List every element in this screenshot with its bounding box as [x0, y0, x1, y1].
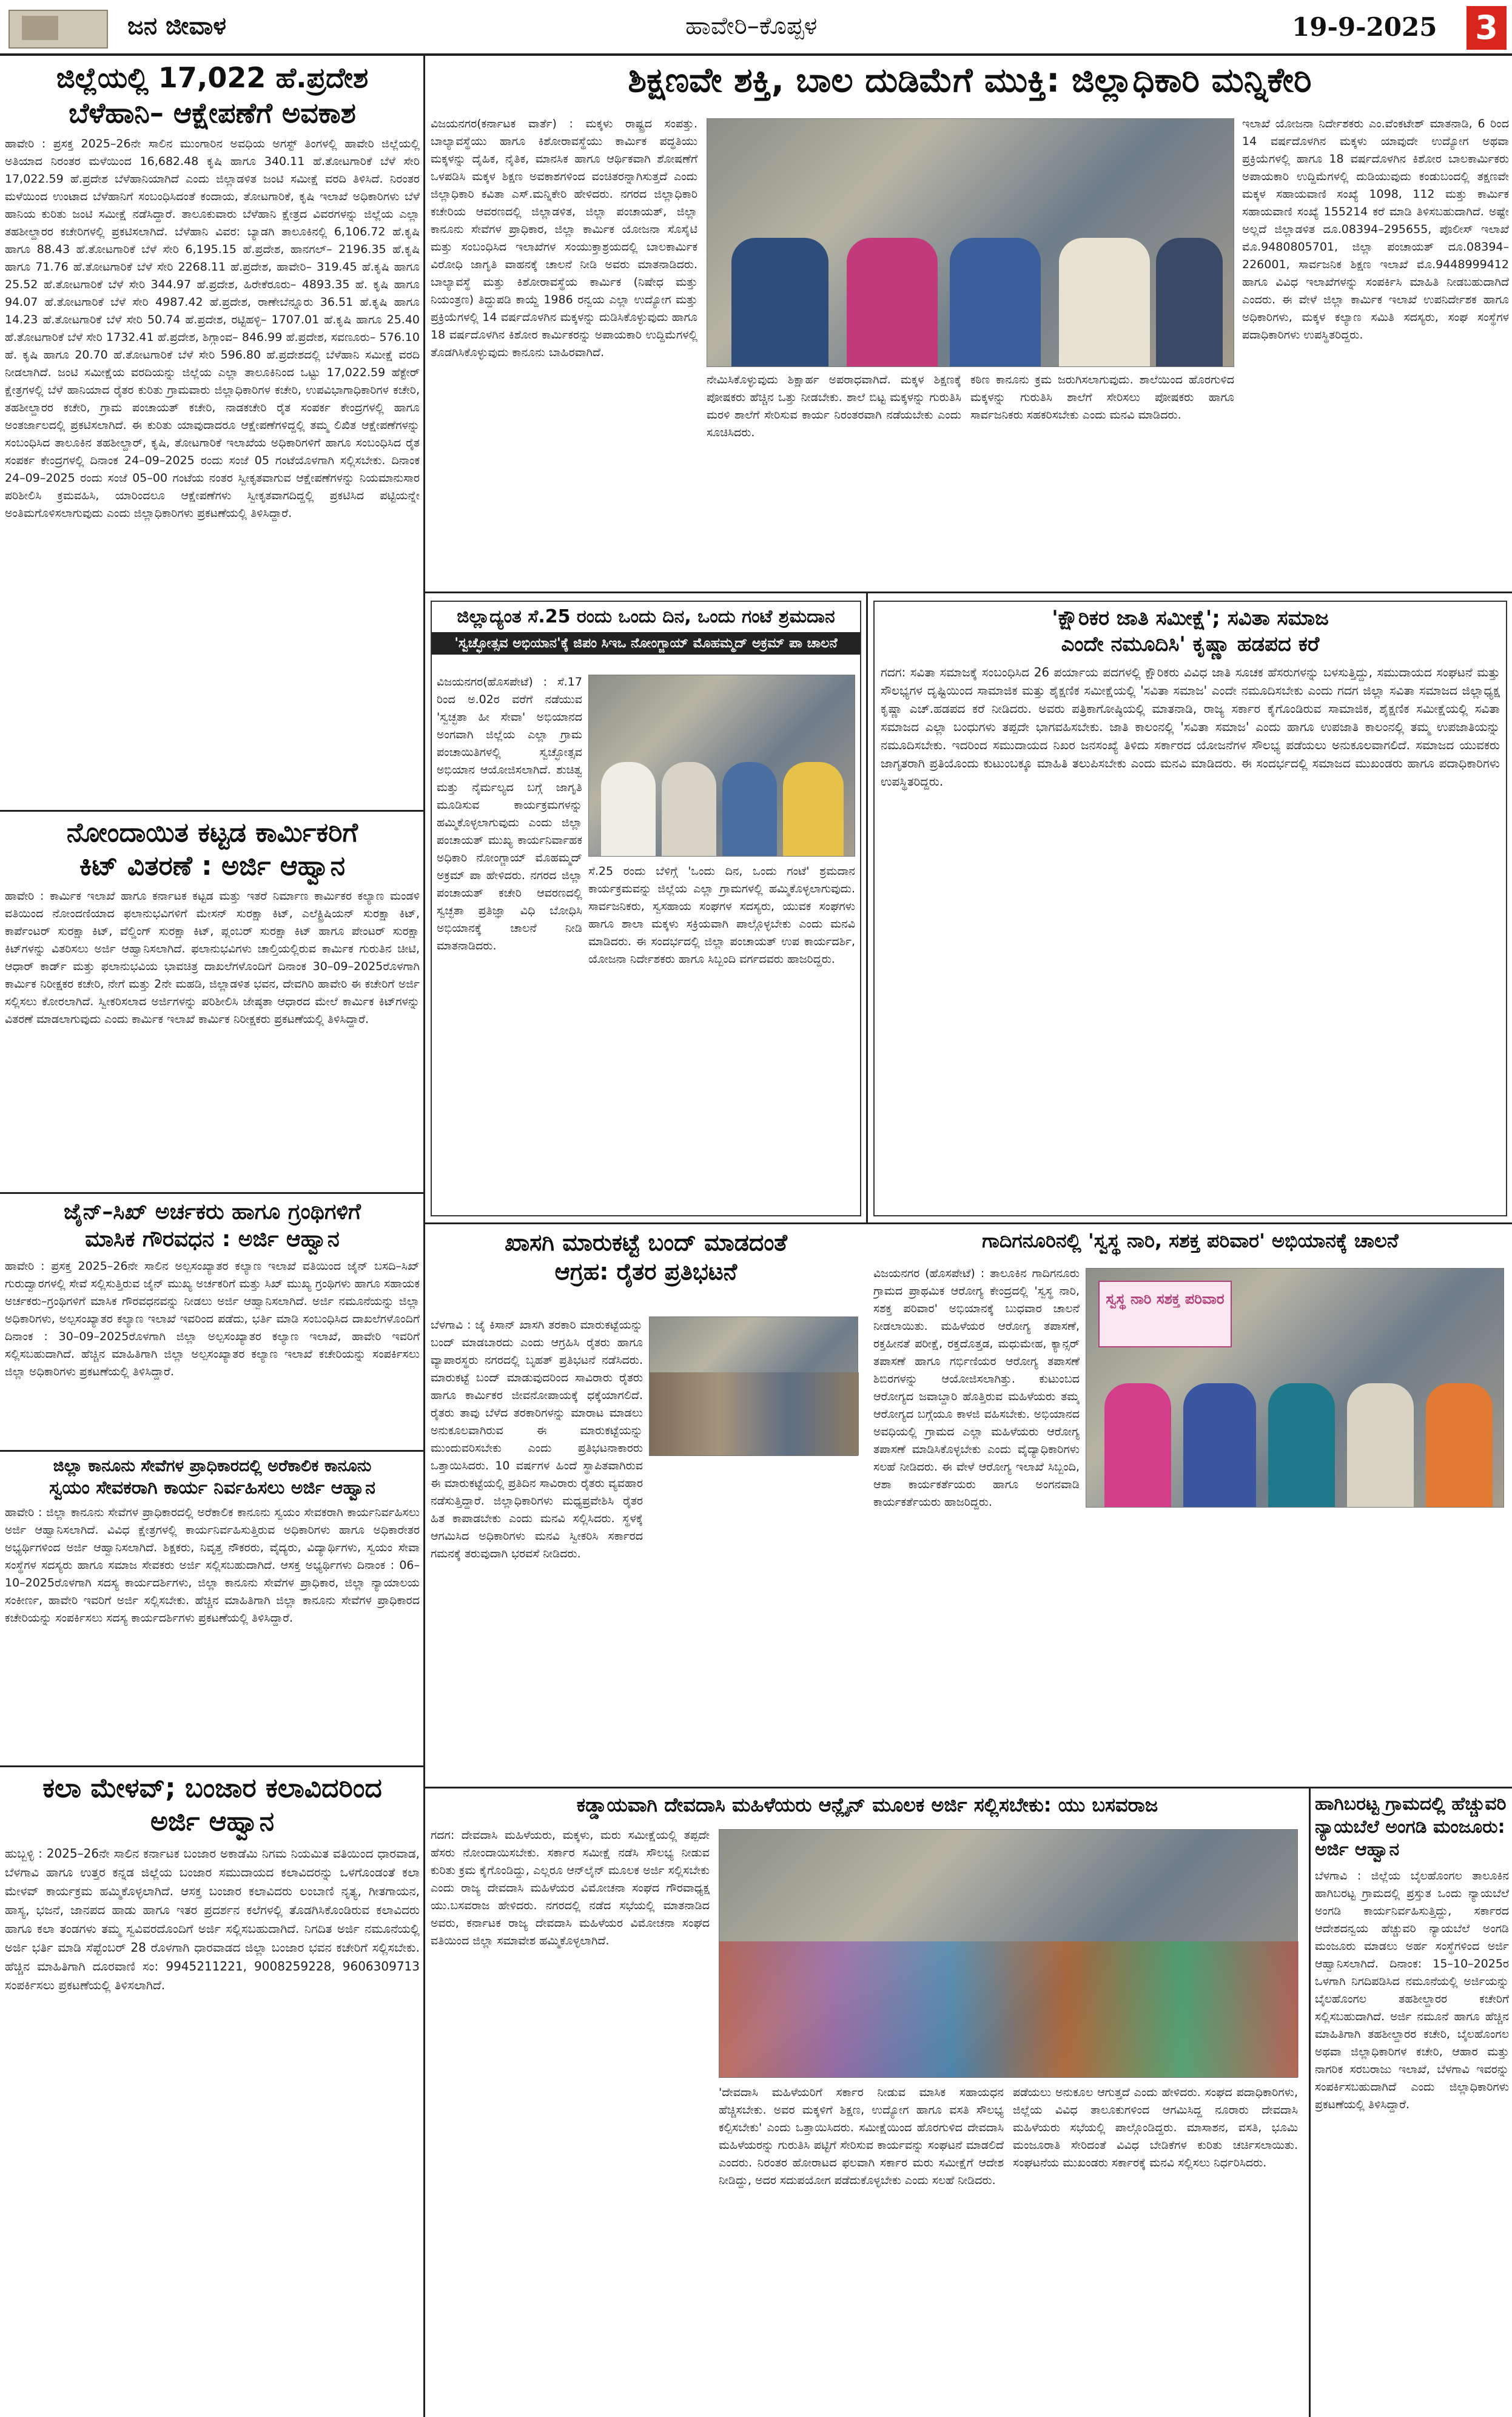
subheadline: 'ಸ್ವಚ್ಛೋತ್ಸವ ಅಭಿಯಾನ'ಕ್ಕೆ ಜಿಪಂ ಸಿಇಒ ನೋಂಗ್ಜಾಯ್ ಮೊಹಮ್ಮದ್ ಅಕ್ರಮ್ ಪಾ ಚಾಲನೆ: [432, 632, 860, 655]
headline: ಖಾಸಗಿ ಮಾರುಕಟ್ಟೆ ಬಂದ್ ಮಾಡದಂತೆ: [505, 1229, 787, 1256]
section-rule: [0, 1450, 423, 1452]
article-body: ಸೆ.25 ರಂದು ಬೆಳಿಗ್ಗೆ 'ಒಂದು ದಿನ, ಒಂದು ಗಂಟೆ' ಶ್ರಮದಾನ ಕಾರ್ಯಕ್ರಮವನ್ನು ಜಿಲ್ಲೆಯ ಎಲ್ಲಾ ಗ್ರಾಮಗಳಲ್ಲಿ ಹಮ್ಮಿಕೊಳ್ಳಲಾಗುವುದು. ಸಾರ್ವಜನಿಕರು, ಸ್ವಸಹಾಯ ಸಂಘಗಳ ಸದಸ್ಯರು, ಯುವಕ ಸಂಘಗಳು ಹಾಗೂ ಶಾಲಾ ಮಕ್ಕಳು ಸಕ್ರಿಯವಾಗಿ ಪಾಲ್ಗೊಳ್ಳಬೇಕು ಎಂದು ಮನವಿ ಮಾಡಿದರು. ಈ ಸಂದರ್ಭದಲ್ಲಿ ಜಿಲ್ಲಾ ಪಂಚಾಯತ್ ಉಪ ಕಾರ್ಯದರ್ಶಿ, ಯೋಜನಾ ನಿರ್ದೇಶಕರು ಹಾಗೂ ಸಿಬ್ಬಂದಿ ವರ್ಗದವರು ಹಾಜರಿದ್ದರು.: [588, 865, 855, 966]
headline: ಜಿಲ್ಲಾ ಕಾನೂನು ಸೇವೆಗಳ ಪ್ರಾಧಿಕಾರದಲ್ಲಿ ಅರೆಕಾಲಿಕ ಕಾನೂನು: [53, 1457, 372, 1475]
article-body: ಬೆಳಗಾವಿ : ಜೈ ಕಿಸಾನ್ ಖಾಸಗಿ ತರಕಾರಿ ಮಾರುಕಟ್ಟೆಯನ್ನು ಬಂದ್ ಮಾಡಬಾರದು ಎಂದು ಆಗ್ರಹಿಸಿ ರೈತರು ಹಾಗೂ ವ್ಯಾಪಾರಸ್ಥರು ನಗರದಲ್ಲಿ ಬೃಹತ್ ಪ್ರತಿಭಟನೆ ನಡೆಸಿದರು. ಮಾರುಕಟ್ಟೆ ಬಂದ್ ಮಾಡುವುದರಿಂದ ಸಾವಿರಾರು ರೈತರು ಹಾಗೂ ಕಾರ್ಮಿಕರ ಜೀವನೋಪಾಯಕ್ಕೆ ಧಕ್ಕೆಯಾಗಲಿದೆ. ರೈತರು ತಾವು ಬೆಳೆದ ತರಕಾರಿಗಳನ್ನು ಮಾರಾಟ ಮಾಡಲು ಅನುಕೂಲವಾಗಿರುವ ಈ ಮಾರುಕಟ್ಟೆಯನ್ನು ಮುಂದುವರಿಸಬೇಕು ಎಂದು ಪ್ರತಿಭಟನಾಕಾರರು ಒತ್ತಾಯಿಸಿದರು. 10 ವರ್ಷಗಳ ಹಿಂದೆ ಸ್ಥಾಪಿತವಾಗಿರುವ ಈ ಮಾರುಕಟ್ಟೆಯಲ್ಲಿ ಪ್ರತಿದಿನ ಸಾವಿರಾರು ರೈತರು ವ್ಯವಹಾರ ನಡೆಸುತ್ತಿದ್ದಾರೆ. ಜಿಲ್ಲಾಧಿಕಾರಿಗಳು ಮಧ್ಯಪ್ರವೇಶಿಸಿ ರೈತರ ಹಿತ ಕಾಪಾಡಬೇಕು ಎಂದು ಮನವಿ ಸಲ್ಲಿಸಿದರು. ಸ್ಥಳಕ್ಕೆ ಆಗಮಿಸಿದ ಅಧಿಕಾರಿಗಳು ಮನವಿ ಸ್ವೀಕರಿಸಿ ಸರ್ಕಾರದ ಗಮನಕ್ಕೆ ತರುವುದಾಗಿ ಭರವಸೆ ನೀಡಿದರು.: [431, 1318, 643, 1560]
article-body: ವಿಜಯನಗರ(ಹೊಸಪೇಟೆ) : ಸೆ.17 ರಿಂದ ಅ.02ರ ವರೆಗೆ ನಡೆಯುವ 'ಸ್ವಚ್ಛತಾ ಹೀ ಸೇವಾ' ಅಭಿಯಾನದ ಅಂಗವಾಗಿ ಜಿಲ್ಲೆಯ ಎಲ್ಲಾ ಗ್ರಾಮ ಪಂಚಾಯಿತಿಗಳಲ್ಲಿ ಸ್ವಚ್ಛೋತ್ಸವ ಅಭಿಯಾನ ಆಯೋಜಿಸಲಾಗಿದೆ. ಶುಚಿತ್ವ ಮತ್ತು ನೈರ್ಮಲ್ಯದ ಬಗ್ಗೆ ಜಾಗೃತಿ ಮೂಡಿಸುವ ಕಾರ್ಯಕ್ರಮಗಳನ್ನು ಹಮ್ಮಿಕೊಳ್ಳಲಾಗುವುದು ಎಂದು ಜಿಲ್ಲಾ ಪಂಚಾಯತ್ ಮುಖ್ಯ ಕಾರ್ಯನಿರ್ವಾಹಕ ಅಧಿಕಾರಿ ನೋಂಗ್ಜಾಯ್ ಮೊಹಮ್ಮದ್ ಅಕ್ರಮ್ ಪಾ ಹೇಳಿದರು. ನಗರದ ಜಿಲ್ಲಾ ಪಂಚಾಯತ್ ಕಚೇರಿ ಆವರಣದಲ್ಲಿ ಸ್ವಚ್ಛತಾ ಪ್ರತಿಜ್ಞಾ ವಿಧಿ ಬೋಧಿಸಿ ಅಭಿಯಾನಕ್ಕೆ ಚಾಲನೆ ನೀಡಿ ಮಾತನಾಡಿದರು.: [437, 675, 582, 952]
article-market-protest: [431, 1229, 861, 1784]
article-body: ಬೆಳಗಾವಿ : ಜಿಲ್ಲೆಯ ಬೈಲಹೊಂಗಲ ತಾಲೂಕಿನ ಹಾಗಿಬರಟ್ಟ ಗ್ರಾಮದಲ್ಲಿ ಪ್ರಸ್ತುತ ಒಂದು ನ್ಯಾಯಬೆಲೆ ಅಂಗಡಿ ಕಾರ್ಯನಿರ್ವಹಿಸುತ್ತಿದ್ದು, ಸರ್ಕಾರದ ಆದೇಶದನ್ವಯ ಹೆಚ್ಚುವರಿ ನ್ಯಾಯಬೆಲೆ ಅಂಗಡಿ ಮಂಜೂರು ಮಾಡಲು ಅರ್ಹ ಸಂಸ್ಥೆಗಳಿಂದ ಅರ್ಜಿ ಆಹ್ವಾನಿಸಲಾಗಿದೆ. ದಿನಾಂಕ: 15–10–2025ರ ಒಳಗಾಗಿ ನಿಗದಿಪಡಿಸಿದ ನಮೂನೆಯಲ್ಲಿ ಅರ್ಜಿಯನ್ನು ಬೈಲಹೊಂಗಲ ತಹಶೀಲ್ದಾರರ ಕಚೇರಿಗೆ ಸಲ್ಲಿಸಬಹುದಾಗಿದೆ. ಅರ್ಜಿ ನಮೂನೆ ಹಾಗೂ ಹೆಚ್ಚಿನ ಮಾಹಿತಿಗಾಗಿ ತಹಶೀಲ್ದಾರರ ಕಚೇರಿ, ಬೈಲಹೊಂಗಲ ಅಥವಾ ಜಿಲ್ಲಾಧಿಕಾರಿಗಳ ಕಚೇರಿ, ಆಹಾರ ಮತ್ತು ನಾಗರಿಕ ಸರಬರಾಜು ಇಲಾಖೆ, ಬೆಳಗಾವಿ ಇವರನ್ನು ಸಂಪರ್ಕಿಸಬಹುದಾಗಿದೆ ಎಂದು ಜಿಲ್ಲಾಧಿಕಾರಿಗಳು ಪ್ರಕಟಣೆಯಲ್ಲಿ ತಿಳಿಸಿದ್ದಾರೆ.: [1315, 1869, 1509, 2111]
section-rule: [0, 1765, 423, 1767]
lead-photo-officials: [707, 118, 1234, 367]
column-rule: [866, 592, 868, 1222]
photo-pledge-ceremony: [588, 675, 855, 857]
masthead-logo-icon: [8, 10, 108, 49]
article-body: ಹಾವೇರಿ : ಜಿಲ್ಲಾ ಕಾನೂನು ಸೇವೆಗಳ ಪ್ರಾಧಿಕಾರದಲ್ಲಿ ಅರೆಕಾಲಿಕ ಕಾನೂನು ಸ್ವಯಂ ಸೇವಕರಾಗಿ ಕಾರ್ಯನಿರ್ವಹಿಸಲು ಅರ್ಜಿ ಆಹ್ವಾನಿಸಲಾಗಿದೆ. ವಿವಿಧ ಕ್ಷೇತ್ರಗಳಲ್ಲಿ ಕಾರ್ಯನಿರ್ವಹಿಸುತ್ತಿರುವ ಅಧಿಕಾರಿಗಳು ಹಾಗೂ ಅಧಿಕಾರೇತರ ಅಭ್ಯರ್ಥಿಗಳಿಂದ ಅರ್ಜಿ ಆಹ್ವಾನಿಸಲಾಗಿದೆ. ಶಿಕ್ಷಕರು, ನಿವೃತ್ತ ನೌಕರರು, ವೈದ್ಯರು, ವಿದ್ಯಾರ್ಥಿಗಳು, ಸ್ವಯಂ ಸೇವಾ ಸಂಸ್ಥೆಗಳ ಸದಸ್ಯರು ಹಾಗೂ ಸಮಾಜ ಸೇವಕರು ಅರ್ಜಿ ಸಲ್ಲಿಸಬಹುದಾಗಿದೆ. ಆಸಕ್ತ ಅಭ್ಯರ್ಥಿಗಳು ದಿನಾಂಕ : 06–10–2025ರೊಳಗಾಗಿ ಸದಸ್ಯ ಕಾರ್ಯದರ್ಶಿಗಳು, ಜಿಲ್ಲಾ ಕಾನೂನು ಸೇವೆಗಳ ಪ್ರಾಧಿಕಾರ, ಜಿಲ್ಲಾ ನ್ಯಾಯಾಲಯ ಸಂಕೀರ್ಣ, ಹಾವೇರಿ ಇವರಿಗೆ ಅರ್ಜಿ ಸಲ್ಲಿಸಬೇಕು. ಹೆಚ್ಚಿನ ಮಾಹಿತಿಗಾಗಿ ಜಿಲ್ಲಾ ಕಾನೂನು ಸೇವೆಗಳ ಪ್ರಾಧಿಕಾರದ ಕಚೇರಿಯನ್ನು ಸಂಪರ್ಕಿಸಲು ಸದಸ್ಯ ಕಾರ್ಯದರ್ಶಿಗಳು ಪ್ರಕಟಣೆಯಲ್ಲಿ ತಿಳಿಸಿದ್ದಾರೆ.: [5, 1506, 420, 1625]
edition-region: ಹಾವೇರಿ–ಕೊಪ್ಪಳ: [685, 12, 818, 40]
headline: ಬೆಳೆಹಾನಿ– ಆಕ್ಷೇಪಣೆಗೆ ಅವಕಾಶ: [69, 96, 356, 129]
headline: ಜಿಲ್ಲಾದ್ಯಂತ ಸೆ.25 ರಂದು ಒಂದು ದಿನ, ಒಂದು ಗಂಟೆ ಶ್ರಮದಾನ: [457, 606, 835, 627]
photo-devadasi-meeting: [719, 1829, 1298, 2078]
lead-body-col4: ಇಲಾಖೆ ಯೋಜನಾ ನಿರ್ದೇಶಕರು ಎಂ.ವೆಂಕಟೇಶ್ ಮಾತನಾಡಿ, 6 ರಿಂದ 14 ವರ್ಷದೊಳಗಿನ ಮಕ್ಕಳು ಯಾವುದೇ ಉದ್ಯೋಗ ಅಥವಾ ಪ್ರಕ್ರಿಯೆಗಳಲ್ಲಿ ಹಾಗೂ 18 ವರ್ಷದೊಳಗಿನ ಕಿಶೋರ ಬಾಲಕಾರ್ಮಿಕರು ಅಪಾಯಕಾರಿ ಉದ್ದಿಮೆಗಳಲ್ಲಿ ದುಡಿಯುವುದು ಕಂಡುಬಂದಲ್ಲಿ ತಕ್ಷಣವೇ ಮಕ್ಕಳ ಸಹಾಯವಾಣಿ ಸಂಖ್ಯೆ 1098, 112 ಮತ್ತು ಕಾರ್ಮಿಕ ಸಹಾಯವಾಣಿ ಸಂಖ್ಯೆ 155214 ಕರೆ ಮಾಡಿ ತಿಳಿಸಬಹುದಾಗಿದೆ. ಅಷ್ಟೇ ಅಲ್ಲದೆ ಜಿಲ್ಲಾಡಳಿತ ದೂ.08394–295655, ಪೊಲೀಸ್ ಇಲಾಖೆ ಮೊ.9480805701, ಜಿಲ್ಲಾ ಪಂಚಾಯತ್ ದೂ.08394–226001, ಸಾರ್ವಜನಿಕ ಶಿಕ್ಷಣ ಇಲಾಖೆ ಮೊ.9448999412 ಹಾಗೂ ವಿವಿಧ ಇಲಾಖೆಗಳನ್ನು ಸಂಪರ್ಕಿಸಿ ಮಾಹಿತಿ ನೀಡಬಹುದಾಗಿದೆ ಎಂದರು. ಈ ವೇಳೆ ಜಿಲ್ಲಾ ಕಾರ್ಮಿಕ ಇಲಾಖೆ ಉಪನಿರ್ದೇಶಕ ಹಾಗೂ ಅಧಿಕಾರಿಗಳು, ಮಕ್ಕಳ ಕಲ್ಯಾಣ ಸಮಿತಿ ಸದಸ್ಯರು, ಸಂಘ ಸಂಸ್ಥೆಗಳ ಪದಾಧಿಕಾರಿಗಳು ಉಪಸ್ಥಿತರಿದ್ದರು.: [1242, 117, 1509, 342]
headline: ಕಡ್ಡಾಯವಾಗಿ ದೇವದಾಸಿ ಮಹಿಳೆಯರು ಆನ್ಲೈನ್ ಮೂಲಕ ಅರ್ಜಿ ಸಲ್ಲಿಸಬೇಕು: ಯು ಬಸವರಾಜ: [576, 1793, 1158, 1816]
headline: ಆಗ್ರಹ: ರೈತರ ಪ್ರತಿಭಟನೆ: [554, 1258, 738, 1285]
photo-health-camp: [1086, 1268, 1504, 1508]
article-devadasi-women: [431, 1793, 1304, 2415]
article-body: ಪಡೆಯಲು ಅನುಕೂಲ ಆಗುತ್ತದೆ ಎಂದು ಹೇಳಿದರು. ಸಂಘದ ಪದಾಧಿಕಾರಿಗಳು, ಜಿಲ್ಲೆಯ ವಿವಿಧ ತಾಲೂಕುಗಳಿಂದ ಆಗಮಿಸಿದ್ದ ನೂರಾರು ದೇವದಾಸಿ ಮಹಿಳೆಯರು ಸಭೆಯಲ್ಲಿ ಪಾಲ್ಗೊಂಡಿದ್ದರು. ಮಾಸಾಶನ, ವಸತಿ, ಭೂಮಿ ಮಂಜೂರಾತಿ ಸೇರಿದಂತೆ ವಿವಿಧ ಬೇಡಿಕೆಗಳ ಕುರಿತು ಚರ್ಚಿಸಲಾಯಿತು. ಸಂಘಟನೆಯ ಮುಖಂಡರು ಸರ್ಕಾರಕ್ಕೆ ಮನವಿ ಸಲ್ಲಿಸಲು ನಿರ್ಧರಿಸಿದರು.: [1013, 2086, 1298, 2169]
section-rule: [425, 1787, 1512, 1788]
article-body: ಹಾವೇರಿ : ಕಾರ್ಮಿಕ ಇಲಾಖೆ ಹಾಗೂ ಕರ್ನಾಟಕ ಕಟ್ಟಡ ಮತ್ತು ಇತರೆ ನಿರ್ಮಾಣ ಕಾರ್ಮಿಕರ ಕಲ್ಯಾಣ ಮಂಡಳಿ ವತಿಯಿಂದ ನೋಂದಣಿಯಾದ ಫಲಾನುಭವಿಗಳಿಗೆ ಮೇಸನ್ ಸುರಕ್ಷಾ ಕಿಟ್, ಎಲೆಕ್ಟ್ರಿಷಿಯನ್ ಸುರಕ್ಷಾ ಕಿಟ್, ಕಾರ್ಪೆಂಟರ್ ಸುರಕ್ಷಾ ಕಿಟ್, ವೆಲ್ಡಿಂಗ್ ಸುರಕ್ಷಾ ಕಿಟ್, ಪ್ಲಂಬರ್ ಸುರಕ್ಷಾ ಕಿಟ್ ಹಾಗೂ ಪೇಂಟರ್ ಸುರಕ್ಷಾ ಕಿಟ್‌ಗಳನ್ನು ವಿತರಿಸಲು ಅರ್ಜಿ ಆಹ್ವಾನಿಸಲಾಗಿದೆ. ಫಲಾನುಭವಿಗಳು ಚಾಲ್ತಿಯಲ್ಲಿರುವ ಕಾರ್ಮಿಕ ಗುರುತಿನ ಚೀಟಿ, ಆಧಾರ್ ಕಾರ್ಡ್ ಮತ್ತು ಫಲಾನುಭವಿಯ ಭಾವಚಿತ್ರ ದಾಖಲೆಗಳೊಂದಿಗೆ ದಿನಾಂಕ 30–09–2025ರೊಳಗಾಗಿ ಕಾರ್ಮಿಕ ನಿರೀಕ್ಷಕರ ಕಚೇರಿ, ನೇಗೆ ಮತ್ತು 2ನೇ ಮಹಡಿ, ಜಿಲ್ಲಾಡಳಿತ ಭವನ, ದೇವಗಿರಿ ಹಾವೇರಿ ಈ ಕಚೇರಿಗೆ ಅರ್ಜಿ ಸಲ್ಲಿಸಲು ಕೋರಲಾಗಿದೆ. ಸ್ವೀಕರಿಸಲಾದ ಅರ್ಜಿಗಳನ್ನು ಪರಿಶೀಲಿಸಿ ಜೇಷ್ಠತಾ ಆಧಾರದ ಮೇಲೆ ಕಾರ್ಮಿಕ ಕಿಟ್‌ಗಳನ್ನು ವಿತರಣೆ ಮಾಡಲಾಗುವುದು ಎಂದು ಕಾರ್ಮಿಕ ಇಲಾಖೆ ಕಾರ್ಮಿಕ ನಿರೀಕ್ಷಕರು ಪ್ರಕಟಣೆಯಲ್ಲಿ ತಿಳಿಸಿದ್ದಾರೆ.: [5, 889, 420, 1026]
article-cleanliness-drive: [431, 601, 861, 1216]
headline: ಜಿಲ್ಲೆಯಲ್ಲಿ 17,022 ಹೆ.ಪ್ರದೇಶ: [56, 61, 369, 94]
lead-headline: ಶಿಕ್ಷಣವೇ ಶಕ್ತಿ, ಬಾಲ ದುಡಿಮೆಗೆ ಮುಕ್ತಿ: ಜಿಲ್ಲಾಧಿಕಾರಿ ಮನ್ನಿಕೇರಿ: [628, 61, 1312, 100]
headline: 'ಕ್ಷೌರಿಕರ ಜಾತಿ ಸಮೀಕ್ಷೆ'; ಸವಿತಾ ಸಮಾಜ: [1052, 606, 1329, 630]
article-body: ವಿಜಯನಗರ (ಹೊಸಪೇಟೆ) : ತಾಲೂಕಿನ ಗಾದಿಗನೂರು ಗ್ರಾಮದ ಪ್ರಾಥಮಿಕ ಆರೋಗ್ಯ ಕೇಂದ್ರದಲ್ಲಿ 'ಸ್ವಸ್ಥ ನಾರಿ, ಸಶಕ್ತ ಪರಿವಾರ' ಅಭಿಯಾನಕ್ಕೆ ಬುಧವಾರ ಚಾಲನೆ ನೀಡಲಾಯಿತು. ಮಹಿಳೆಯರ ಆರೋಗ್ಯ ತಪಾಸಣೆ, ರಕ್ತಹೀನತೆ ಪರೀಕ್ಷೆ, ರಕ್ತದೊತ್ತಡ, ಮಧುಮೇಹ, ಕ್ಯಾನ್ಸರ್ ತಪಾಸಣೆ ಹಾಗೂ ಗರ್ಭಿಣಿಯರ ಆರೋಗ್ಯ ತಪಾಸಣೆ ಶಿಬಿರಗಳನ್ನು ಆಯೋಜಿಸಲಾಗಿತ್ತು. ಕುಟುಂಬದ ಆರೋಗ್ಯದ ಜವಾಬ್ದಾರಿ ಹೊತ್ತಿರುವ ಮಹಿಳೆಯರು ತಮ್ಮ ಆರೋಗ್ಯದ ಬಗ್ಗೆಯೂ ಕಾಳಜಿ ವಹಿಸಬೇಕು. ಅಭಿಯಾನದ ಅವಧಿಯಲ್ಲಿ ಗ್ರಾಮದ ಎಲ್ಲಾ ಮಹಿಳೆಯರು ಆರೋಗ್ಯ ತಪಾಸಣೆ ಮಾಡಿಸಿಕೊಳ್ಳಬೇಕು ಎಂದು ವೈದ್ಯಾಧಿಕಾರಿಗಳು ಸಲಹೆ ನೀಡಿದರು. ಈ ವೇಳೆ ಆರೋಗ್ಯ ಇಲಾಖೆ ಸಿಬ್ಬಂದಿ, ಆಶಾ ಕಾರ್ಯಕರ್ತೆಯರು ಹಾಗೂ ಅಂಗನವಾಡಿ ಕಾರ್ಯಕರ್ತೆಯರು ಹಾಜರಿದ್ದರು.: [873, 1267, 1080, 1509]
article-worker-kits: [5, 816, 420, 1189]
headline: ಅರ್ಜಿ ಆಹ್ವಾನ: [150, 1806, 275, 1837]
headline: ಎಂದೇ ನಮೂದಿಸಿ' ಕೃಷ್ಣಾ ಹಡಪದ ಕರೆ: [1061, 632, 1320, 656]
article-body: 'ದೇವದಾಸಿ ಮಹಿಳೆಯರಿಗೆ ಸರ್ಕಾರ ನೀಡುವ ಮಾಸಿಕ ಸಹಾಯಧನ ಹೆಚ್ಚಿಸಬೇಕು. ಅವರ ಮಕ್ಕಳಿಗೆ ಶಿಕ್ಷಣ, ಉದ್ಯೋಗ ಹಾಗೂ ವಸತಿ ಸೌಲಭ್ಯ ಕಲ್ಪಿಸಬೇಕು' ಎಂದು ಒತ್ತಾಯಿಸಿದರು. ಸಮೀಕ್ಷೆಯಿಂದ ಹೊರಗುಳಿದ ದೇವದಾಸಿ ಮಹಿಳೆಯರನ್ನು ಗುರುತಿಸಿ ಪಟ್ಟಿಗೆ ಸೇರಿಸುವ ಕಾರ್ಯವನ್ನು ಸಂಘಟನೆ ಮಾಡಲಿದೆ ಎಂದರು. ನಿರಂತರ ಹೋರಾಟದ ಫಲವಾಗಿ ಸರ್ಕಾರ ಮರು ಸಮೀಕ್ಷೆಗೆ ಆದೇಶ ನೀಡಿದ್ದು, ಅದರ ಸದುಪಯೋಗ ಪಡೆದುಕೊಳ್ಳಬೇಕು ಎಂದು ಸಲಹೆ ನೀಡಿದರು.: [719, 2086, 1004, 2187]
headline: ನೋಂದಾಯಿತ ಕಟ್ಟಡ ಕಾರ್ಮಿಕರಿಗೆ: [66, 817, 358, 848]
lead-body-col1: ವಿಜಯನಗರ(ಕರ್ನಾಟಕ ವಾರ್ತೆ) : ಮಕ್ಕಳು ರಾಷ್ಟ್ರದ ಸಂಪತ್ತು. ಬಾಲ್ಯಾವಸ್ಥೆಯು ಹಾಗೂ ಕಿಶೋರಾವಸ್ಥೆಯು ಕಾರ್ಮಿಕ ಪದ್ಧತಿಯು ಮಕ್ಕಳನ್ನು ದೈಹಿಕ, ನೈತಿಕ, ಮಾನಸಿಕ ಹಾಗೂ ಆರ್ಥಿಕವಾಗಿ ಶೋಷಣೆಗೆ ಒಳಪಡಿಸಿ ಮಕ್ಕಳ ಶಿಕ್ಷಣ ಅವಕಾಶಗಳಿಂದ ವಂಚಿತರನ್ನಾಗಿಸುತ್ತದೆ ಎಂದು ಜಿಲ್ಲಾಧಿಕಾರಿ ಕವಿತಾ ಎಸ್.ಮನ್ನಿಕೇರಿ ಹೇಳಿದರು. ನಗರದ ಜಿಲ್ಲಾಧಿಕಾರಿ ಕಚೇರಿಯ ಆವರಣದಲ್ಲಿ ಜಿಲ್ಲಾಡಳಿತ, ಜಿಲ್ಲಾ ಪಂಚಾಯತ್, ಜಿಲ್ಲಾ ಕಾನೂನು ಸೇವೆಗಳ ಪ್ರಾಧಿಕಾರ, ಜಿಲ್ಲಾ ಕಾರ್ಮಿಕ ಯೋಜನಾ ಸೊಸೈಟಿ ಮತ್ತು ಸಂಬಂಧಿಸಿದ ಇಲಾಖೆಗಳ ಸಂಯುಕ್ತಾಶ್ರಯದಲ್ಲಿ ಬಾಲಕಾರ್ಮಿಕ ವಿರೋಧಿ ಜಾಗೃತಿ ವಾಹನಕ್ಕೆ ಚಾಲನೆ ನೀಡಿ ಅವರು ಮಾತನಾಡಿದರು. ಬಾಲ್ಯಾವಸ್ಥೆ ಮತ್ತು ಕಿಶೋರಾವಸ್ಥೆಯ ಕಾರ್ಮಿಕ (ನಿಷೇಧ ಮತ್ತು ನಿಯಂತ್ರಣ) ತಿದ್ದುಪಡಿ ಕಾಯ್ದೆ 1986 ರನ್ವಯ ಎಲ್ಲಾ ಉದ್ಯೋಗ ಮತ್ತು ಪ್ರಕ್ರಿಯೆಗಳಲ್ಲಿ 14 ವರ್ಷದೊಳಗಿನ ಮಕ್ಕಳನ್ನು ದುಡಿಸಿಕೊಳ್ಳುವುದು ಹಾಗೂ 18 ವರ್ಷದೊಳಗಿನ ಕಿಶೋರ ಕಾರ್ಮಿಕರನ್ನು ಅಪಾಯಕಾರಿ ಉದ್ದಿಮೆಗಳಲ್ಲಿ ತೊಡಗಿಸಿಕೊಳ್ಳುವುದು ಕಾನೂನು ಬಾಹಿರವಾಗಿದೆ.: [431, 117, 697, 359]
article-body: ಗದಗ: ಸವಿತಾ ಸಮಾಜಕ್ಕೆ ಸಂಬಂಧಿಸಿದ 26 ಪರ್ಯಾಯ ಪದಗಳಲ್ಲಿ ಕ್ಷೌರಿಕರು ವಿವಿಧ ಜಾತಿ ಸೂಚಕ ಹೆಸರುಗಳನ್ನು ಬಳಸುತ್ತಿದ್ದು, ಸಮುದಾಯದ ಸಂಘಟನೆ ಮತ್ತು ಸೌಲಭ್ಯಗಳ ದೃಷ್ಟಿಯಿಂದ ಸಾಮಾಜಿಕ ಮತ್ತು ಶೈಕ್ಷಣಿಕ ಸಮೀಕ್ಷೆಯಲ್ಲಿ 'ಸವಿತಾ ಸಮಾಜ' ಎಂದೇ ನಮೂದಿಸಬೇಕು ಎಂದು ಗದಗ ಜಿಲ್ಲಾ ಸವಿತಾ ಸಮಾಜದ ಜಿಲ್ಲಾಧ್ಯಕ್ಷ ಕೃಷ್ಣಾ ಎಚ್.ಹಡಪದ ಕರೆ ನೀಡಿದರು. ಅವರು ಪತ್ರಿಕಾಗೋಷ್ಠಿಯಲ್ಲಿ ಮಾತನಾಡಿ, ರಾಜ್ಯ ಸರ್ಕಾರ ಕೈಗೊಂಡಿರುವ ಸಾಮಾಜಿಕ, ಶೈಕ್ಷಣಿಕ ಸಮೀಕ್ಷೆಯಲ್ಲಿ ಸವಿತಾ ಸಮಾಜದ ಎಲ್ಲಾ ಬಂಧುಗಳು ತಪ್ಪದೇ ಭಾಗವಹಿಸಬೇಕು. ಜಾತಿ ಕಾಲಂನಲ್ಲಿ 'ಸವಿತಾ ಸಮಾಜ' ಎಂದು ಹಾಗೂ ಉಪಜಾತಿ ಕಾಲಂನಲ್ಲಿ ತಮ್ಮ ಉಪಜಾತಿಯನ್ನು ನಮೂದಿಸಬೇಕು. ಇದರಿಂದ ಸಮುದಾಯದ ನಿಖರ ಜನಸಂಖ್ಯೆ ತಿಳಿದು ಸರ್ಕಾರದ ಯೋಜನೆಗಳ ಸೌಲಭ್ಯ ಪಡೆಯಲು ಅನುಕೂಲವಾಗಲಿದೆ. ಸಮಾಜದ ಯುವಕರು ಜಾಗೃತರಾಗಿ ಪ್ರತಿಯೊಂದು ಕುಟುಂಬಕ್ಕೂ ಮಾಹಿತಿ ತಲುಪಿಸಬೇಕು ಎಂದು ಮನವಿ ಮಾಡಿದರು. ಈ ಸಂದರ್ಭದಲ್ಲಿ ಸಮಾಜದ ಮುಖಂಡರು ಹಾಗೂ ಪದಾಧಿಕಾರಿಗಳು ಉಪಸ್ಥಿತರಿದ್ದರು.: [881, 665, 1500, 789]
article-body: ಗದಗ: ದೇವದಾಸಿ ಮಹಿಳೆಯರು, ಮಕ್ಕಳು, ಮರು ಸಮೀಕ್ಷೆಯಲ್ಲಿ ತಪ್ಪದೇ ಹೆಸರು ನೋಂದಾಯಿಸಬೇಕು. ಸರ್ಕಾರ ಸಮೀಕ್ಷೆ ನಡೆಸಿ ಸೌಲಭ್ಯ ನೀಡುವ ಕುರಿತು ಕ್ರಮ ಕೈಗೊಂಡಿದ್ದು, ಎಲ್ಲರೂ ಆನ್‌ಲೈನ್ ಮೂಲಕ ಅರ್ಜಿ ಸಲ್ಲಿಸಬೇಕು ಎಂದು ರಾಜ್ಯ ದೇವದಾಸಿ ಮಹಿಳೆಯರ ವಿಮೋಚನಾ ಸಂಘದ ಗೌರವಾಧ್ಯಕ್ಷ ಯು.ಬಸವರಾಜ ಹೇಳಿದರು. ನಗರದಲ್ಲಿ ನಡೆದ ಸಭೆಯಲ್ಲಿ ಮಾತನಾಡಿದ ಅವರು, ಕರ್ನಾಟಕ ರಾಜ್ಯ ದೇವದಾಸಿ ಮಹಿಳೆಯರ ವಿಮೋಚನಾ ಸಂಘದ ವತಿಯಿಂದ ಜಿಲ್ಲಾ ಸಮಾವೇಶ ಹಮ್ಮಿಕೊಳ್ಳಲಾಗಿದೆ.: [431, 1829, 710, 1947]
section-rule: [0, 1192, 423, 1194]
article-priest-honorarium: [5, 1198, 420, 1447]
section-rule: [425, 1222, 1512, 1224]
lead-body-col3: ಕಠಿಣ ಕಾನೂನು ಕ್ರಮ ಜರುಗಿಸಲಾಗುವುದು. ಶಾಲೆಯಿಂದ ಹೊರಗುಳಿದ ಮಕ್ಕಳನ್ನು ಗುರುತಿಸಿ ಶಾಲೆಗೆ ಸೇರಿಸಲು ಪೋಷಕರು ಹಾಗೂ ಸಾರ್ವಜನಿಕರು ಸಹಕರಿಸಬೇಕು ಎಂದು ಮನವಿ ಮಾಡಿದರು.: [970, 373, 1234, 422]
article-savita-samaja: [873, 601, 1507, 1216]
section-rule: [0, 810, 423, 812]
section-rule: [425, 592, 1512, 593]
photo-protest-crowd: [649, 1316, 858, 1456]
newspaper-name: ಜನ ಜೀವಾಳ: [127, 12, 226, 40]
article-body: ಹಾವೇರಿ : ಪ್ರಸಕ್ತ 2025–26ನೇ ಸಾಲಿನ ಮುಂಗಾರಿನ ಅವಧಿಯ ಅಗಸ್ಟ್ ತಿಂಗಳಲ್ಲಿ ಹಾವೇರಿ ಜಿಲ್ಲೆಯಲ್ಲಿ ಅತಿಯಾದ ನಿರಂತರ ಮಳೆಯಿಂದ 16,682.48 ಕೃಷಿ ಹಾಗೂ 340.11 ಹೆ.ತೋಟಗಾರಿಕೆ ಬೆಳೆ ಸೇರಿ 17,022.59 ಹೆ.ಪ್ರದೇಶ ಬೆಳೆಹಾನಿಯಾಗಿದೆ ಎಂದು ಜಿಲ್ಲಾಡಳಿತ ಜಂಟಿ ಸಮೀಕ್ಷೆ ವರದಿ ತಿಳಿಸಿದೆ. ನಿರಂತರ ಮಳೆಯಿಂದ ಉಂಟಾದ ಬೆಳೆಹಾನಿಗೆ ಸಂಬಂಧಿಸಿದಂತೆ ಕಂದಾಯ, ತೋಟಗಾರಿಕೆ, ಕೃಷಿ ಇಲಾಖೆ ಅಧಿಕಾರಿಗಳು ಬೆಳೆ ಹಾನಿಯ ಕುರಿತು ಜಂಟಿ ಸಮೀಕ್ಷೆ ನಡೆಸಿದ್ದಾರೆ. ತಾಲೂಕುವಾರು ಬೆಳೆಹಾನಿ ಕ್ಷೇತ್ರದ ವಿವರಗಳನ್ನು ಜಿಲ್ಲೆಯ ಎಲ್ಲಾ ತಹಶೀಲ್ದಾರರ ಕಚೇರಿಗಳಲ್ಲಿ ಪ್ರಕಟಿಸಲಾಗಿದೆ. ಬೆಳೆಹಾನಿ ವಿವರ: ಬ್ಯಾಡಗಿ ತಾಲೂಕಿನಲ್ಲಿ 6,106.72 ಹೆ.ಕೃಷಿ ಹಾಗೂ 88.43 ಹೆ.ತೋಟಗಾರಿಕೆ ಬೆಳೆ ಸೇರಿ 6,195.15 ಹೆ.ಪ್ರದೇಶ, ಹಾನಗಲ್– 2196.35 ಹೆ.ಕೃಷಿ ಹಾಗೂ 71.76 ಹೆ.ತೋಟಗಾರಿಕೆ ಬೆಳೆ ಸೇರಿ 2268.11 ಹೆ.ಪ್ರದೇಶ, ಹಾವೇರಿ– 319.45 ಹೆ.ಕೃಷಿ ಹಾಗೂ 25.52 ಹೆ.ತೋಟಗಾರಿಕೆ ಬೆಳೆ ಸೇರಿ 344.97 ಹೆ.ಪ್ರದೇಶ, ಹಿರೇಕೆರೂರು– 4893.35 ಹೆ. ಕೃಷಿ ಹಾಗೂ 94.07 ಹೆ.ತೋಟಗಾರಿಕೆ ಬೆಳೆ ಸೇರಿ 4987.42 ಹೆ.ಪ್ರದೇಶ, ರಾಣೇಬೆನ್ನೂರು 36.51 ಹೆ.ಕೃಷಿ ಹಾಗೂ 14.23 ಹೆ.ತೋಟಗಾರಿಕೆ ಬೆಳೆ ಸೇರಿ 50.74 ಹೆ.ಪ್ರದೇಶ, ರಟ್ಟಿಹಳ್ಳಿ– 1707.01 ಹೆ.ಕೃಷಿ ಹಾಗೂ 25.40 ಹೆ.ತೋಟಗಾರಿಕೆ ಬೆಳೆ ಸೇರಿ 1732.41 ಹೆ.ಪ್ರದೇಶ, ಶಿಗ್ಗಾಂವ– 846.99 ಹೆ.ಪ್ರದೇಶ, ಸವಣೂರು– 576.10 ಹೆ. ಕೃಷಿ ಹಾಗೂ 20.70 ಹೆ.ತೋಟಗಾರಿಕೆ ಬೆಳೆ ಸೇರಿ 596.80 ಹೆ.ಪ್ರದೇಶದಲ್ಲಿ ಬೆಳೆಹಾನಿ ಸಮೀಕ್ಷೆ ವರದಿ ನೀಡಲಾಗಿದೆ. ಜಂಟಿ ಸಮೀಕ್ಷೆಯ ವರದಿಯನ್ನು ಜಿಲ್ಲೆಯ ಎಲ್ಲಾ ತಾಲೂಕಿನಿಂದ ಒಟ್ಟು 17,022.59 ಹೆಕ್ಟೇರ್ ಕ್ಷೇತ್ರಗಳಲ್ಲಿ ಬೆಳೆ ಹಾನಿಯಾದ ರೈತರ ಕುರಿತು ಗ್ರಾಮವಾರು ಜಿಲ್ಲಾಧಿಕಾರಿಗಳ ಕಚೇರಿ, ಉಪವಿಭಾಗಾಧಿಕಾರಿಗಳ ಕಚೇರಿ, ತಹಶೀಲ್ದಾರರ ಕಚೇರಿ, ಗ್ರಾಮ ಪಂಚಾಯತ್ ಕಚೇರಿ, ನಾಡಕಚೇರಿ ರೈತ ಸಂಪರ್ಕ ಕೇಂದ್ರಗಳಲ್ಲಿ ಹಾಗೂ ಅಂತರ್ಜಾಲದಲ್ಲಿ ಪ್ರಕಟಿಸಲಾಗಿದೆ. ಈ ಕುರಿತು ಯಾವುದಾದರೂ ಆಕ್ಷೇಪಣೆಗಳಿದ್ದಲ್ಲಿ ತಮ್ಮ ಲಿಖಿತ ಆಕ್ಷೇಪಣೆಗಳನ್ನು ಸಂಬಂಧಿಸಿದ ತಾಲೂಕಿನ ತಹಶೀಲ್ದಾರ್, ಕೃಷಿ, ತೋಟಗಾರಿಕೆ ಇಲಾಖೆಯ ಅಧಿಕಾರಿಗಳಿಗೆ ಹಾಗೂ ಸಂಬಂಧಿಸಿದ ರೈತ ಸಂಪರ್ಕ ಕೇಂದ್ರಗಳಲ್ಲಿ ದಿನಾಂಕ 24–09–2025 ರಂದು ಸಂಜೆ 05 ಗಂಟೆಯೊಳಗಾಗಿ ಸಲ್ಲಿಸಬೇಕು. ದಿನಾಂಕ 24–09–2025 ರಂದು ಸಂಜೆ 05–00 ಗಂಟೆಯ ನಂತರ ಸ್ವೀಕೃತವಾಗುವ ಆಕ್ಷೇಪಣೆಗಳನ್ನು ನಿಯಮಾನುಸಾರ ಪರಿಶೀಲಿಸಿ ಕ್ರಮವಹಿಸಿ, ಯಾರಿಂದಲೂ ಆಕ್ಷೇಪಣೆಗಳು ಸ್ವೀಕೃತವಾಗದಿದ್ದಲ್ಲಿ ಪ್ರಕಟಿಸಿದ ಪಟ್ಟಿಯನ್ನೇ ಅಂತಿಮಗೊಳಿಸಲಾಗುವುದು ಎಂದು ಜಿಲ್ಲಾಧಿಕಾರಿಗಳು ಪ್ರಕಟಣೆಯಲ್ಲಿ ತಿಳಿಸಿದ್ದಾರೆ.: [5, 137, 420, 520]
headline: ಸ್ವಯಂ ಸೇವಕರಾಗಿ ಕಾರ್ಯ ನಿರ್ವಹಿಸಲು ಅರ್ಜಿ ಆಹ್ವಾನ: [49, 1477, 375, 1498]
article-legal-volunteers: [5, 1456, 420, 1762]
headline: ಕಿಟ್ ವಿತರಣೆ : ಅರ್ಜಿ ಆಹ್ವಾನ: [79, 851, 346, 882]
headline: ಕಲಾ ಮೇಳವ್; ಬಂಜಾರ ಕಲಾವಿದರಿಂದ: [42, 1773, 382, 1804]
headline: ಗಾದಿಗನೂರಿನಲ್ಲಿ 'ಸ್ವಸ್ಥ ನಾರಿ, ಸಶಕ್ತ ಪರಿವಾರ' ಅಭಿಯಾನಕ್ಕೆ ಚಾಲನೆ: [982, 1229, 1399, 1252]
article-ration-shop: [1315, 1793, 1509, 2415]
headline: ಜೈನ್–ಸಿಖ್ ಅರ್ಚಕರು ಹಾಗೂ ಗ್ರಂಥಿಗಳಿಗೆ: [64, 1199, 361, 1224]
article-banjara-artists: [5, 1771, 420, 2415]
article-body: ಹುಬ್ಬಳ್ಳಿ : 2025–26ನೇ ಸಾಲಿನ ಕರ್ನಾಟಕ ಬಂಜಾರ ಅಕಾಡೆಮಿ ನಿಗಮ ನಿಯಮಿತ ವತಿಯಿಂದ ಧಾರವಾಡ, ಬೆಳಗಾವಿ ಹಾಗೂ ಉತ್ತರ ಕನ್ನಡ ಜಿಲ್ಲೆಯ ಬಂಜಾರ ಸಮುದಾಯದ ಕಲಾವಿದರನ್ನು ಒಳಗೊಂಡಂತೆ ಕಲಾ ಮೇಳವ್ ಕಾರ್ಯಕ್ರಮ ಹಮ್ಮಿಕೊಳ್ಳಲಾಗಿದೆ. ಆಸಕ್ತ ಬಂಜಾರ ಕಲಾವಿದರು ಲಂಬಾಣಿ ನೃತ್ಯ, ಗೀತಗಾಯನ, ಹಾಸ್ಯ, ಭಜನೆ, ಜಾನಪದ ಹಾಡು ಹಾಗೂ ಇತರ ಪ್ರದರ್ಶನ ಕಲೆಗಳಲ್ಲಿ ತೊಡಗಿಸಿಕೊಂಡಿರುವ ಕಲಾವಿದರು ಹಾಗೂ ಕಲಾ ತಂಡಗಳು ತಮ್ಮ ಸ್ವವಿವರದೊಂದಿಗೆ ಅರ್ಜಿ ಸಲ್ಲಿಸಬಹುದಾಗಿದೆ. ನಿಗದಿತ ಅರ್ಜಿ ನಮೂನೆಯಲ್ಲಿ ಅರ್ಜಿ ಭರ್ತಿ ಮಾಡಿ ಸೆಪ್ಟೆಂಬರ್ 28 ರೊಳಗಾಗಿ ಧಾರವಾಡದ ಜಿಲ್ಲಾ ಬಂಜಾರ ಭವನ ಕಚೇರಿಗೆ ಸಲ್ಲಿಸಬೇಕು. ಹೆಚ್ಚಿನ ಮಾಹಿತಿಗಾಗಿ ದೂರವಾಣಿ ಸಂ: 9945211221, 9008259228, 9606309713 ಸಂಪರ್ಕಿಸಲು ಪ್ರಕಟಣೆಯಲ್ಲಿ ತಿಳಿಸಲಾಗಿದೆ.: [5, 1846, 420, 1992]
article-crop-loss: [5, 61, 420, 807]
page-number: 3: [1467, 6, 1507, 50]
headline: ಮಾಸಿಕ ಗೌರವಧನ : ಅರ್ಜಿ ಆಹ್ವಾನ: [85, 1227, 340, 1252]
lead-body-col2: ನೇಮಿಸಿಕೊಳ್ಳುವುದು ಶಿಕ್ಷಾರ್ಹ ಅಪರಾಧವಾಗಿದೆ. ಮಕ್ಕಳ ಶಿಕ್ಷಣಕ್ಕೆ ಪೋಷಕರು ಹೆಚ್ಚಿನ ಒತ್ತು ನೀಡಬೇಕು. ಶಾಲೆ ಬಿಟ್ಟ ಮಕ್ಕಳನ್ನು ಗುರುತಿಸಿ ಮರಳಿ ಶಾಲೆಗೆ ಸೇರಿಸುವ ಕಾರ್ಯ ನಿರಂತರವಾಗಿ ನಡೆಯಬೇಕು ಎಂದು ಸೂಚಿಸಿದರು.: [707, 373, 961, 439]
masthead: [0, 0, 1512, 56]
campaign-banner: ಸ್ವಸ್ಥ ನಾರಿ ಸಶಕ್ತ ಪರಿವಾರ: [1098, 1281, 1232, 1347]
column-rule: [423, 56, 425, 2417]
article-body: ಹಾವೇರಿ : ಪ್ರಸಕ್ತ 2025–26ನೇ ಸಾಲಿನ ಅಲ್ಪಸಂಖ್ಯಾತರ ಕಲ್ಯಾಣ ಇಲಾಖೆ ವತಿಯಿಂದ ಜೈನ್ ಬಸದಿ–ಸಿಖ್ ಗುರುದ್ವಾರಗಳಲ್ಲಿ ಸೇವೆ ಸಲ್ಲಿಸುತ್ತಿರುವ ಜೈನ್ ಮುಖ್ಯ ಅರ್ಚಕರಿಗೆ ಮತ್ತು ಸಿಖ್ ಮುಖ್ಯ ಗ್ರಂಥಿಗಳು ಹಾಗೂ ಸಹಾಯಕ ಅರ್ಚಕರು–ಗ್ರಂಥಿಗಳಿಗೆ ಮಾಸಿಕ ಗೌರವಧನವನ್ನು ನೀಡಲು ಅರ್ಜಿ ಆಹ್ವಾನಿಸಲಾಗಿದೆ. ಅರ್ಜಿ ನಮೂನೆಯನ್ನು ಜಿಲ್ಲಾ ಅಧಿಕಾರಿಗಳು, ಅಲ್ಪಸಂಖ್ಯಾತರ ಕಲ್ಯಾಣ ಇಲಾಖೆ ಇವರಿಂದ ಪಡೆದು, ಭರ್ತಿ ಮಾಡಿ ಸಂಬಂಧಿಸಿದ ದಾಖಲೆಗಳೊಂದಿಗೆ ದಿನಾಂಕ : 30–09–2025ರೊಳಗಾಗಿ ಜಿಲ್ಲಾ ಅಲ್ಪಸಂಖ್ಯಾತರ ಕಲ್ಯಾಣ ಇಲಾಖೆ, ಹಾವೇರಿ ಇವರಿಗೆ ಸಲ್ಲಿಸಬಹುದಾಗಿದೆ. ಹೆಚ್ಚಿನ ಮಾಹಿತಿಗಾಗಿ ಜಿಲ್ಲಾ ಅಲ್ಪಸಂಖ್ಯಾತರ ಕಲ್ಯಾಣ ಇಲಾಖೆ ಕಚೇರಿಯನ್ನು ಸಂಪರ್ಕಿಸಲು ಜಿಲ್ಲಾ ಅಧಿಕಾರಿಗಳು ಪ್ರಕಟಣೆಯಲ್ಲಿ ತಿಳಿಸಿದ್ದಾರೆ.: [5, 1259, 420, 1378]
article-swastha-nari: [873, 1229, 1507, 1784]
issue-date: 19-9-2025: [1292, 12, 1437, 42]
column-rule: [1309, 1787, 1311, 2417]
headline: ಹಾಗಿಬರಟ್ಟ ಗ್ರಾಮದಲ್ಲಿ ಹೆಚ್ಚುವರಿ ನ್ಯಾಯಬೆಲೆ ಅಂಗಡಿ ಮಂಜೂರು: ಅರ್ಜಿ ಆಹ್ವಾನ: [1315, 1793, 1507, 1860]
